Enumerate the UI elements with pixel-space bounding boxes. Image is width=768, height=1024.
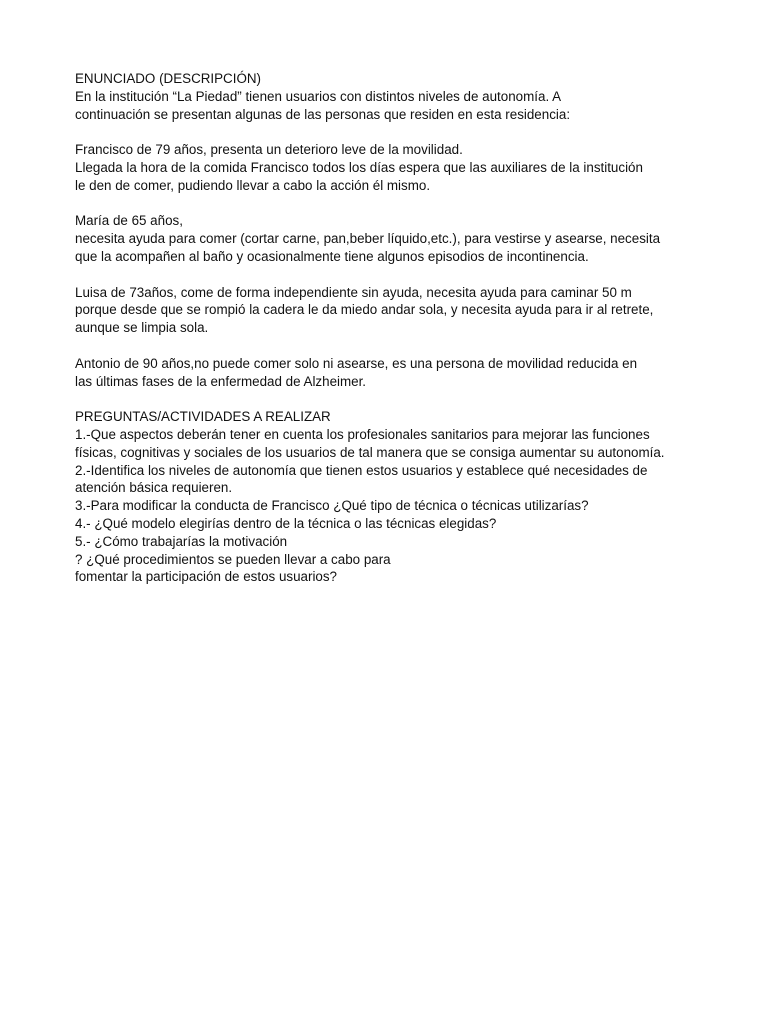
maria-line: María de 65 años, [75, 213, 183, 229]
maria-line: necesita ayuda para comer (cortar carne, pan,beber líquido,etc.), para vestirse y asearse, necesita [75, 231, 661, 247]
luisa-line: porque desde que se rompió la cadera le da miedo andar sola, y necesita ayuda para ir al retrete, [75, 302, 654, 318]
francisco-line: Llegada la hora de la comida Francisco todos los días espera que las auxiliares de la institución [75, 159, 643, 175]
question-line: físicas, cognitivas y sociales de los usuarios de tal manera que se consiga aumentar su autonomía. [75, 444, 665, 460]
question-line: 2.-Identifica los niveles de autonomía que tienen estos usuarios y establece qué necesidades de [75, 462, 648, 478]
question-line: 5.- ¿Cómo trabajarías la motivación [75, 533, 288, 549]
luisa-line: Luisa de 73años, come de forma independiente sin ayuda, necesita ayuda para caminar 50 m [75, 284, 632, 300]
francisco-line: Francisco de 79 años, presenta un deterioro leve de la movilidad. [75, 142, 463, 158]
paragraph-gap [75, 123, 735, 141]
section-heading-preguntas: PREGUNTAS/ACTIVIDADES A REALIZAR [75, 409, 331, 425]
question-line: 1.-Que aspectos deberán tener en cuenta los profesionales sanitarios para mejorar las funciones [75, 426, 650, 442]
antonio-line: Antonio de 90 años,no puede comer solo ni asearse, es una persona de movilidad reducida en [75, 355, 638, 371]
paragraph-gap [75, 337, 735, 355]
maria-line: que la acompañen al baño y ocasionalmente tiene algunos episodios de incontinencia. [75, 248, 589, 264]
paragraph-gap [75, 195, 735, 213]
intro-line: En la institución “La Piedad” tienen usuarios con distintos niveles de autonomía. A [75, 88, 562, 104]
question-line: 3.-Para modificar la conducta de Francisco ¿Qué tipo de técnica o técnicas utilizarías? [75, 498, 589, 514]
question-line: fomentar la participación de estos usuarios? [75, 569, 338, 585]
antonio-line: las últimas fases de la enfermedad de Alzheimer. [75, 373, 367, 389]
paragraph-gap [75, 390, 735, 408]
question-line: atención básica requieren. [75, 480, 233, 496]
question-line: ? ¿Qué procedimientos se pueden llevar a cabo para [75, 551, 391, 567]
document-body [75, 70, 735, 586]
intro-line: continuación se presentan algunas de las personas que residen en esta residencia: [75, 106, 571, 122]
section-heading-enunciado: ENUNCIADO (DESCRIPCIÓN) [75, 71, 261, 86]
francisco-line: le den de comer, pudiendo llevar a cabo la acción él mismo. [75, 177, 431, 193]
question-line: 4.- ¿Qué modelo elegirías dentro de la técnica o las técnicas elegidas? [75, 515, 497, 531]
luisa-line: aunque se limpia sola. [75, 320, 209, 336]
paragraph-gap [75, 266, 735, 284]
